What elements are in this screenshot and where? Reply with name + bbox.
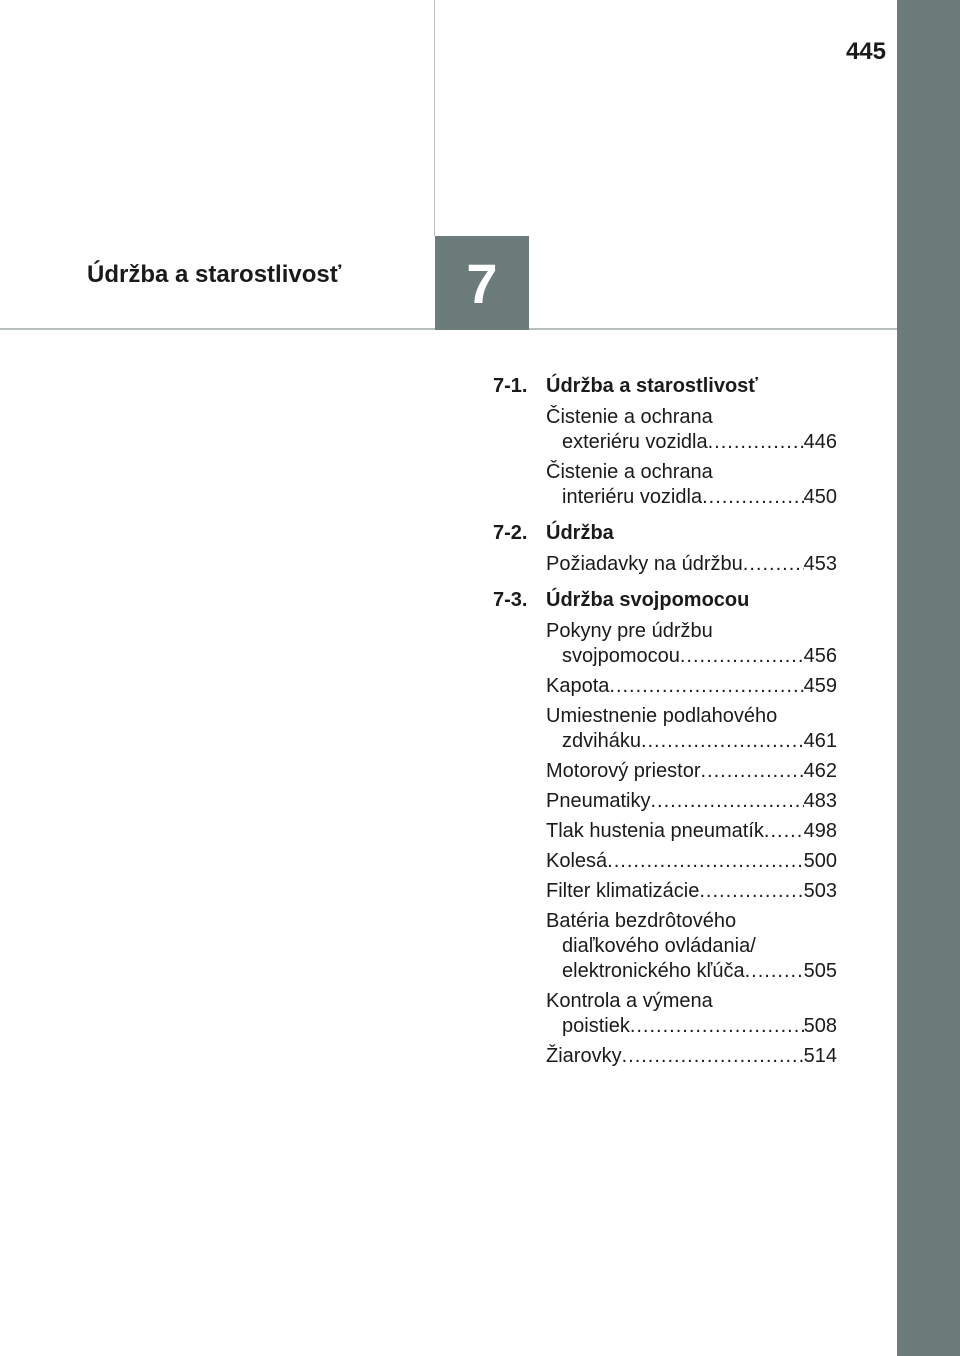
toc-entry[interactable] bbox=[546, 674, 837, 699]
toc-entry[interactable] bbox=[546, 879, 837, 904]
toc-section-7-2[interactable] bbox=[493, 521, 837, 546]
toc-entry[interactable] bbox=[546, 619, 837, 669]
section-number: 7-1. bbox=[493, 375, 528, 397]
entry-page: 514 bbox=[803, 1045, 837, 1067]
table-of-contents bbox=[493, 374, 837, 1074]
dot-leader bbox=[701, 759, 804, 784]
entry-text: Požiadavky na údržbu bbox=[546, 553, 743, 575]
entry-text: Kolesá bbox=[546, 850, 608, 872]
dot-leader bbox=[630, 1014, 804, 1039]
entry-text: elektronického kľúča bbox=[562, 960, 745, 982]
entry-page: 461 bbox=[803, 730, 837, 752]
entry-page: 462 bbox=[803, 760, 837, 782]
chapter-title: Údržba a starostlivosť bbox=[87, 261, 342, 288]
toc-entry[interactable] bbox=[546, 405, 837, 455]
entry-lead: Batéria bezdrôtového bbox=[546, 910, 737, 932]
entry-page: 500 bbox=[803, 850, 837, 872]
toc-entry[interactable] bbox=[546, 460, 837, 510]
entry-lead: Umiestnenie podlahového bbox=[546, 705, 778, 727]
page-number: 445 bbox=[845, 38, 886, 65]
entry-lead: Čistenie a ochrana bbox=[546, 406, 713, 428]
entry-page: 446 bbox=[803, 431, 837, 453]
section-title: Údržba a starostlivosť bbox=[546, 375, 758, 397]
entry-page: 450 bbox=[803, 486, 837, 508]
dot-leader bbox=[743, 552, 804, 577]
dot-leader bbox=[622, 1044, 804, 1069]
toc-entry[interactable] bbox=[546, 989, 837, 1039]
dot-leader bbox=[702, 485, 804, 510]
section-title: Údržba svojpomocou bbox=[546, 589, 750, 611]
entry-page: 503 bbox=[803, 880, 837, 902]
entry-text: Tlak hustenia pneumatík bbox=[546, 820, 764, 842]
entry-page: 456 bbox=[803, 645, 837, 667]
entry-text: poistiek bbox=[562, 1015, 630, 1037]
vertical-divider bbox=[434, 0, 435, 236]
toc-entry[interactable] bbox=[546, 552, 837, 577]
entry-text: interiéru vozidla bbox=[562, 486, 703, 508]
entry-page: 483 bbox=[803, 790, 837, 812]
entry-page: 505 bbox=[803, 960, 837, 982]
entry-lead-2: diaľkového ovládania/ bbox=[562, 935, 756, 957]
toc-entry[interactable] bbox=[546, 789, 837, 814]
entry-lead: Kontrola a výmena bbox=[546, 990, 713, 1012]
entry-lead: Pokyny pre údržbu bbox=[546, 620, 713, 642]
entry-text: Pneumatiky bbox=[546, 790, 651, 812]
entry-text: Motorový priestor bbox=[546, 760, 701, 782]
toc-entry[interactable] bbox=[546, 909, 837, 984]
toc-section-7-1[interactable] bbox=[493, 374, 837, 399]
toc-entry[interactable] bbox=[546, 759, 837, 784]
dot-leader bbox=[641, 729, 804, 754]
entry-text: Kapota bbox=[546, 675, 610, 697]
entry-page: 453 bbox=[803, 553, 837, 575]
entry-text: zdviháku bbox=[562, 730, 641, 752]
toc-entry[interactable] bbox=[546, 704, 837, 754]
dot-leader bbox=[680, 644, 804, 669]
entry-page: 498 bbox=[803, 820, 837, 842]
dot-leader bbox=[607, 849, 803, 874]
dot-leader bbox=[651, 789, 804, 814]
dot-leader bbox=[699, 879, 803, 904]
entry-text: exteriéru vozidla bbox=[562, 431, 708, 453]
toc-entry[interactable] bbox=[546, 849, 837, 874]
dot-leader bbox=[745, 959, 804, 984]
section-number: 7-3. bbox=[493, 589, 528, 611]
chapter-number-box: 7 bbox=[435, 236, 529, 330]
dot-leader bbox=[708, 430, 804, 455]
entry-text: svojpomocou bbox=[562, 645, 680, 667]
entry-page: 508 bbox=[803, 1015, 837, 1037]
side-chapter-tab bbox=[897, 0, 960, 1356]
entry-text: Filter klimatizácie bbox=[546, 880, 700, 902]
toc-entry[interactable] bbox=[546, 819, 837, 844]
dot-leader bbox=[764, 819, 804, 844]
dot-leader bbox=[609, 674, 803, 699]
toc-entry[interactable] bbox=[546, 1044, 837, 1069]
toc-section-7-3[interactable] bbox=[493, 588, 837, 613]
section-title: Údržba bbox=[546, 522, 614, 544]
section-number: 7-2. bbox=[493, 522, 528, 544]
entry-page: 459 bbox=[803, 675, 837, 697]
entry-text: Žiarovky bbox=[546, 1045, 622, 1067]
entry-lead: Čistenie a ochrana bbox=[546, 461, 713, 483]
